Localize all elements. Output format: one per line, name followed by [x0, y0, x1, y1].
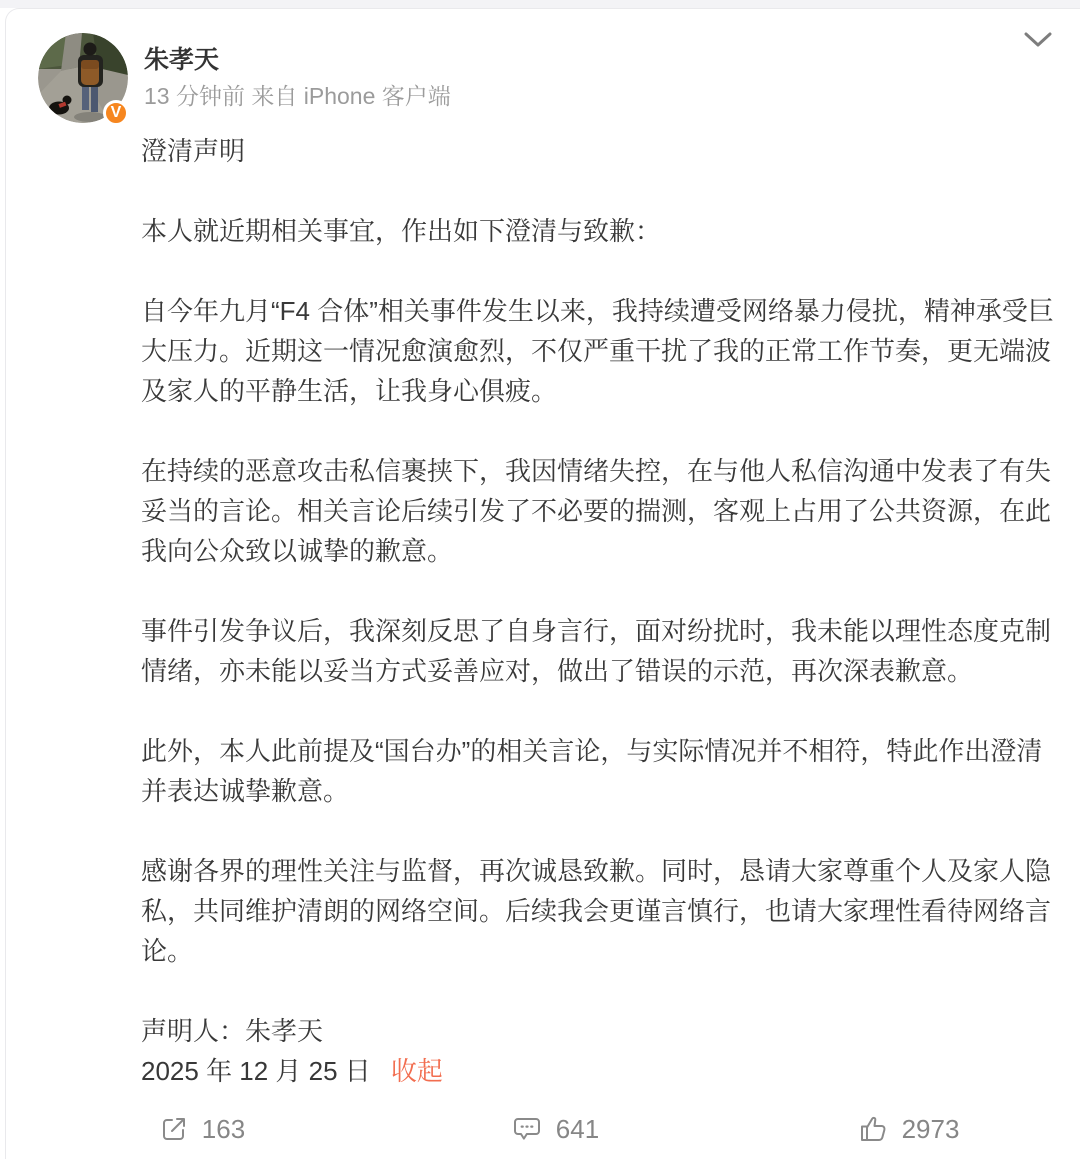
post-paragraph: 感谢各界的理性关注与监督，再次诚恳致歉。同时，恳请大家尊重个人及家人隐私，共同维护清朗的网络空间。后续我会更谨言慎行，也请大家理性看待网络言论。: [141, 856, 1052, 966]
post-header: [6, 9, 1080, 123]
chevron-down-icon: [1023, 32, 1053, 48]
repost-icon: [160, 1115, 188, 1143]
like-button[interactable]: [732, 1107, 1080, 1151]
post-meta-timestamp: 13 分钟前 来自 iPhone 客户端: [144, 83, 451, 109]
page-background-strip: [0, 0, 1080, 8]
weibo-post-card: [5, 8, 1080, 1159]
post-body: [141, 131, 1066, 1091]
comment-button[interactable]: [379, 1107, 732, 1151]
user-avatar[interactable]: [38, 33, 128, 123]
post-paragraph: 澄清声明: [141, 136, 246, 166]
post-paragraphs: [141, 131, 1066, 971]
post-signature: 声明人：朱孝天: [141, 1016, 324, 1046]
post-date: 2025 年 12 月 25 日: [141, 1056, 371, 1086]
comment-count: 641: [555, 1114, 600, 1144]
post-paragraph: 自今年九月“F4 合体”相关事件发生以来，我持续遭受网络暴力侵扰，精神承受巨大压力。近期这一情况愈演愈烈，不仅严重干扰了我的正常工作节奏，更无端波及家人的平静生活，让我身心俱疲。: [141, 296, 1054, 406]
post-paragraph: 事件引发争议后，我深刻反思了自身言行，面对纷扰时，我未能以理性态度克制情绪，亦未能以妥当方式妥善应对，做出了错误的示范，再次深表歉意。: [141, 616, 1052, 686]
like-count: 2973: [901, 1114, 960, 1144]
post-paragraph: 在持续的恶意攻击私信裹挟下，我因情绪失控，在与他人私信沟通中发表了有失妥当的言论。相关言论后续引发了不必要的揣测，客观上占用了公共资源，在此我向公众致以诚挚的歉意。: [141, 456, 1052, 566]
author-name[interactable]: 朱孝天: [144, 46, 220, 74]
post-paragraph: 此外，本人此前提及“国台办”的相关言论，与实际情况并不相符，特此作出澄清并表达诚挚歉意。: [141, 736, 1043, 806]
collapse-post-link[interactable]: 收起: [390, 1056, 443, 1086]
repost-button[interactable]: [26, 1107, 379, 1151]
comment-icon: [512, 1115, 542, 1143]
repost-count: 163: [201, 1114, 246, 1144]
post-paragraph: 本人就近期相关事宜，作出如下澄清与致歉：: [141, 216, 662, 246]
thumbs-up-icon: [858, 1115, 888, 1143]
verified-badge: V: [103, 100, 129, 126]
post-action-bar: [6, 1107, 1080, 1151]
post-date-row: [141, 1051, 1066, 1091]
post-options-button[interactable]: [1019, 25, 1057, 55]
author-block: [144, 45, 451, 109]
